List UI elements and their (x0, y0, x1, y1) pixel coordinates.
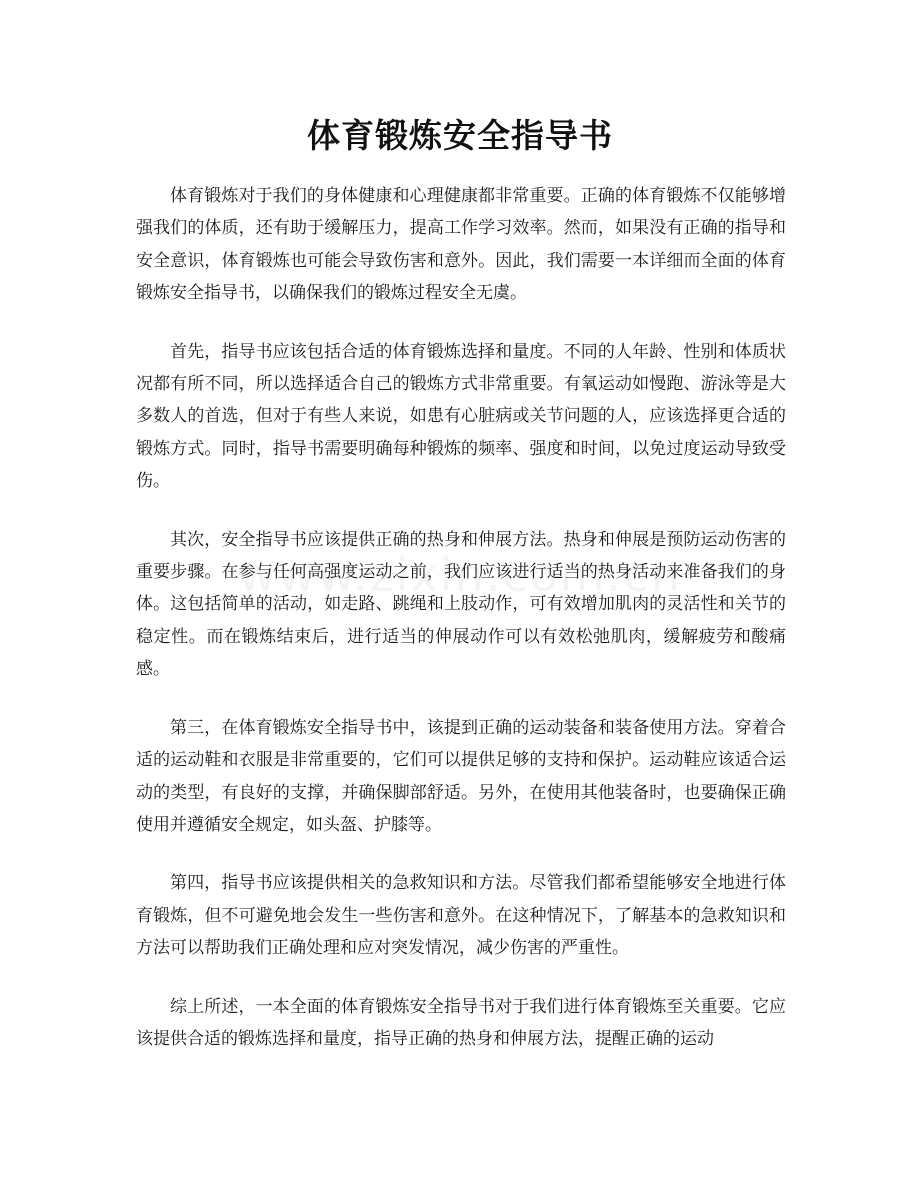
page-title: 体育锻炼安全指导书 (307, 116, 613, 155)
paragraph-fourth: 第四，指导书应该提供相关的急救知识和方法。尽管我们都希望能够安全地进行体育锻炼，但不可避免地会发生一些伤害和意外。在这种情况下，了解基本的急救知识和方法可以帮助我们正确处理和应对突发情况，减少伤害的严重性。 (136, 873, 786, 959)
paragraph-summary: 综上所述，一本全面的体育锻炼安全指导书对于我们进行体育锻炼至关重要。它应该提供合适的锻炼选择和量度，指导正确的热身和伸展方法，提醒正确的运动 (136, 996, 786, 1049)
paragraph-first: 首先，指导书应该包括合适的体育锻炼选择和量度。不同的人年龄、性别和体质状况都有所不同，所以选择适合自己的锻炼方式非常重要。有氧运动如慢跑、游泳等是大多数人的首选，但对于有些人来说，如患有心脏病或关节问题的人，应该选择更合适的锻炼方式。同时，指导书需要明确每种锻炼的频率、强度和时间，以免过度运动导致受伤。 (136, 341, 786, 492)
paragraph-second: 其次，安全指导书应该提供正确的热身和伸展方法。热身和伸展是预防运动伤害的重要步骤。在参与任何高强度运动之前，我们应该进行适当的热身活动来准备我们的身体。这包括简单的活动，如走路、跳绳和上肢动作，可有效增加肌肉的灵活性和关节的稳定性。而在锻炼结束后，进行适当的伸展动作可以有效松弛肌肉，缓解疲劳和酸痛感。 (136, 529, 786, 680)
paragraph-intro: 体育锻炼对于我们的身体健康和心理健康都非常重要。正确的体育锻炼不仅能够增强我们的体质，还有助于缓解压力，提高工作学习效率。然而，如果没有正确的指导和安全意识，体育锻炼也可能会导致伤害和意外。因此，我们需要一本详细而全面的体育锻炼安全指导书，以确保我们的锻炼过程安全无虞。 (136, 186, 786, 304)
paragraph-third: 第三，在体育锻炼安全指导书中，该提到正确的运动装备和装备使用方法。穿着合适的运动鞋和衣服是非常重要的，它们可以提供足够的支持和保护。运动鞋应该适合运动的类型，有良好的支撑，并确保脚部舒适。另外，在使用其他装备时，也要确保正确使用并遵循安全规定，如头盔、护膝等。 (136, 717, 786, 835)
document-body (136, 180, 786, 1081)
